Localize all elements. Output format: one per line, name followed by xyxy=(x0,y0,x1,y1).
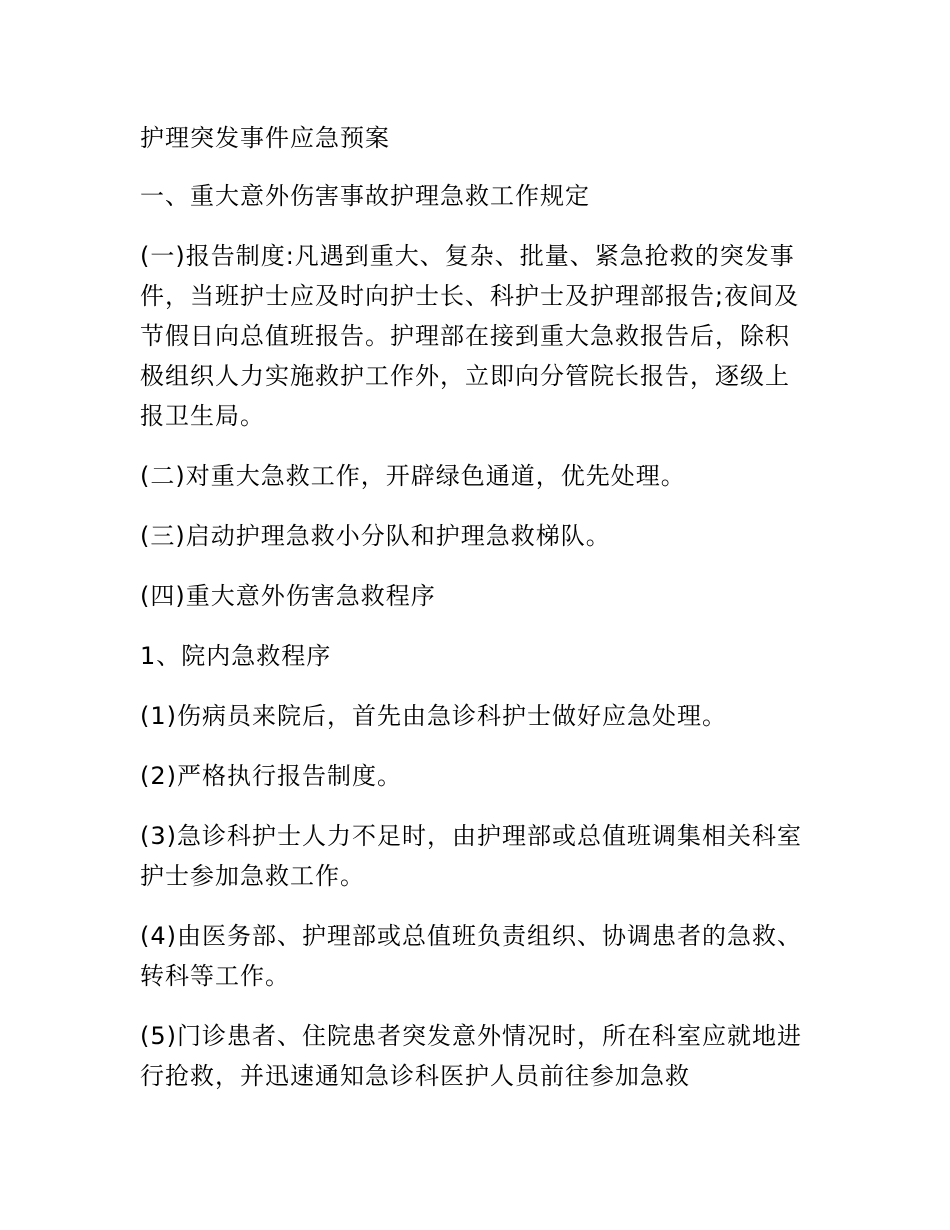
paragraph-item-1: (1)伤病员来院后，首先由急诊科护士做好应急处理。 xyxy=(140,702,727,730)
paragraph-green-channel: (二)对重大急救工作，开辟绿色通道，优先处理。 xyxy=(140,462,686,490)
paragraph-item-2: (2)严格执行报告制度。 xyxy=(140,762,402,790)
paragraph-item-4: (4)由医务部、护理部或总值班负责组织、协调患者的急救、转科等工作。 xyxy=(140,922,802,990)
paragraph-procedure-heading: (四)重大意外伤害急救程序 xyxy=(140,582,436,610)
document-page xyxy=(140,118,812,1116)
paragraph-emergency-team: (三)启动护理急救小分队和护理急救梯队。 xyxy=(140,522,611,550)
section-heading: 一、重大意外伤害事故护理急救工作规定 xyxy=(140,182,590,210)
paragraph-report-system: (一)报告制度:凡遇到重大、复杂、批量、紧急抢救的突发事件，当班护士应及时向护士长、科护士及护理部报告;夜间及节假日向总值班报告。护理部在接到重大急救报告后，除积极组织人力实施救护工作外，立即向分管院长报告，逐级上报卫生局。 xyxy=(140,242,800,430)
paragraph-item-5: (5)门诊患者、住院患者突发意外情况时，所在科室应就地进行抢救，并迅速通知急诊科医护人员前往参加急救 xyxy=(140,1022,802,1090)
paragraph-in-hospital-heading: 1、院内急救程序 xyxy=(140,642,332,670)
paragraph-item-3: (3)急诊科护士人力不足时，由护理部或总值班调集相关科室护士参加急救工作。 xyxy=(140,822,802,890)
document-title: 护理突发事件应急预案 xyxy=(140,124,390,152)
